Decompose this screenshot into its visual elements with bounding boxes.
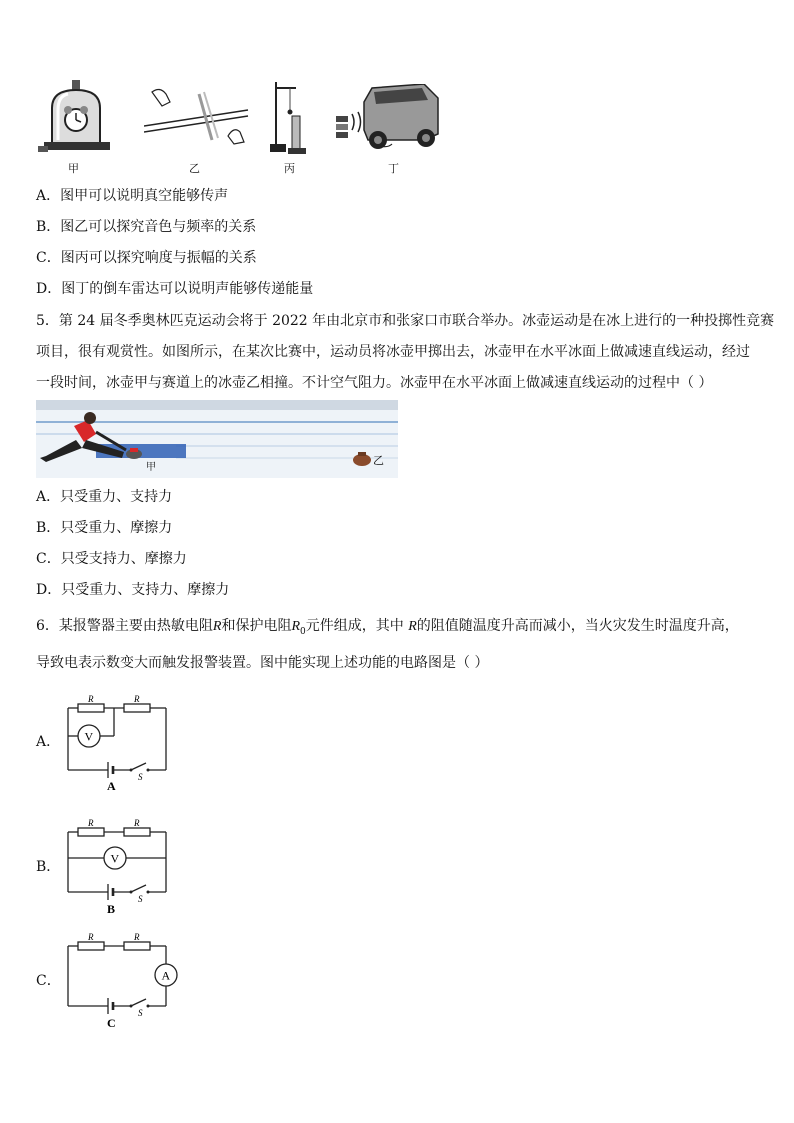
q6-option-a: A． [36,734,61,750]
circuit-c-label-r: R [88,932,94,942]
q5-stem-line-3: 一段时间，冰壶甲与赛道上的冰壶乙相撞。不计空气阻力。冰壶甲在水平冰面上做减速直线运动的过程中（ ） [36,375,713,391]
circuit-a-resistor-r0 [124,704,150,712]
circuit-a [62,694,172,792]
q6-stem-part-b: 和保护电阻 [221,618,292,634]
q6-stem [36,611,766,679]
bell-jar-illustration [38,80,116,156]
q6-symbol-r0-sub: 0 [300,626,306,637]
q5-option-b: B．只受重力、摩擦力 [36,520,173,536]
circuit-c-switch-label: S [138,1008,143,1018]
q6-option-b: B． [36,859,61,875]
circuit-a-resistor-r [78,704,104,712]
circuit-b-resistor-r [78,828,104,836]
circuit-a-switch [131,763,146,770]
figure-label-yi: 乙 [189,162,200,175]
q6-symbol-r0: R [291,619,301,634]
circuit-b-caption: B [107,902,116,916]
figure-label-ding: 丁 [388,162,399,175]
circuit-a-meter-label: V [84,729,94,744]
q6-symbol-r: R [212,619,222,634]
figure-label-bing: 丙 [284,162,295,175]
circuit-b [62,818,172,916]
stand-illustration [266,78,316,156]
car-radar-illustration [332,84,440,152]
circuit-a-label-r0: R [134,694,140,704]
ruler-illustration [144,82,254,150]
q6-symbol-r-2: R [408,619,417,634]
curling-label-yi: 乙 [373,454,384,467]
circuit-a-switch-label: S [138,772,143,782]
q4-figure-row [36,78,446,174]
q5-option-c: C．只受支持力、摩擦力 [36,551,187,567]
circuit-b-switch-label: S [138,894,143,904]
q5-stem [36,306,775,399]
q6-option-c: C． [36,973,61,989]
circuit-b-resistor-r0 [124,828,150,836]
circuit-a-label-r: R [88,694,94,704]
q6-stem-line-1 [36,611,766,648]
q5-option-a: A．只受重力、支持力 [36,489,173,505]
circuit-b-switch [131,885,146,892]
q6-stem-line-2: 导致电表示数变大而触发报警装置。图中能实现上述功能的电路图是（ ） [36,654,489,671]
circuit-a-caption: A [107,779,116,792]
curling-label-jia: 甲 [146,462,156,473]
q6-stem-part-a: 6．某报警器主要由热敏电阻 [36,618,213,634]
q6-stem-part-c: 元件组成，其中 [305,618,404,634]
q4-option-c: C．图丙可以探究响度与振幅的关系 [36,250,257,266]
circuit-c-meter-label: A [161,968,171,983]
circuit-c [62,930,182,1030]
circuit-c-resistor-r [78,942,104,950]
figure-label-jia: 甲 [68,162,79,175]
q6-stem-part-d: 的阻值随温度升高而减小，当火灾发生时温度升高， [416,618,739,634]
q5-option-d: D．只受重力、支持力、摩擦力 [36,582,230,598]
q4-option-a: A．图甲可以说明真空能够传声 [36,188,229,204]
curling-photo [36,400,398,478]
q4-option-b: B．图乙可以探究音色与频率的关系 [36,219,257,235]
q5-stem-line-1: 5．第 24 届冬季奥林匹克运动会将于 2022 年由北京市和张家口市联合举办。冰壶运动是在冰上进行的一种投掷性竞赛 [36,313,775,329]
q4-option-d: D．图丁的倒车雷达可以说明声能够传递能量 [36,281,314,297]
circuit-c-resistor-r0 [124,942,150,950]
circuit-c-caption: C [107,1016,116,1030]
circuit-b-label-r: R [88,818,94,828]
circuit-b-meter-label: V [110,851,120,866]
circuit-c-label-r0: R [134,932,140,942]
circuit-c-switch [131,999,146,1006]
circuit-b-label-r0: R [134,818,140,828]
q5-stem-line-2: 项目，很有观赏性。如图所示，在某次比赛中，运动员将冰壶甲掷出去，冰壶甲在水平冰面上做减速直线运动，经过 [36,344,750,360]
